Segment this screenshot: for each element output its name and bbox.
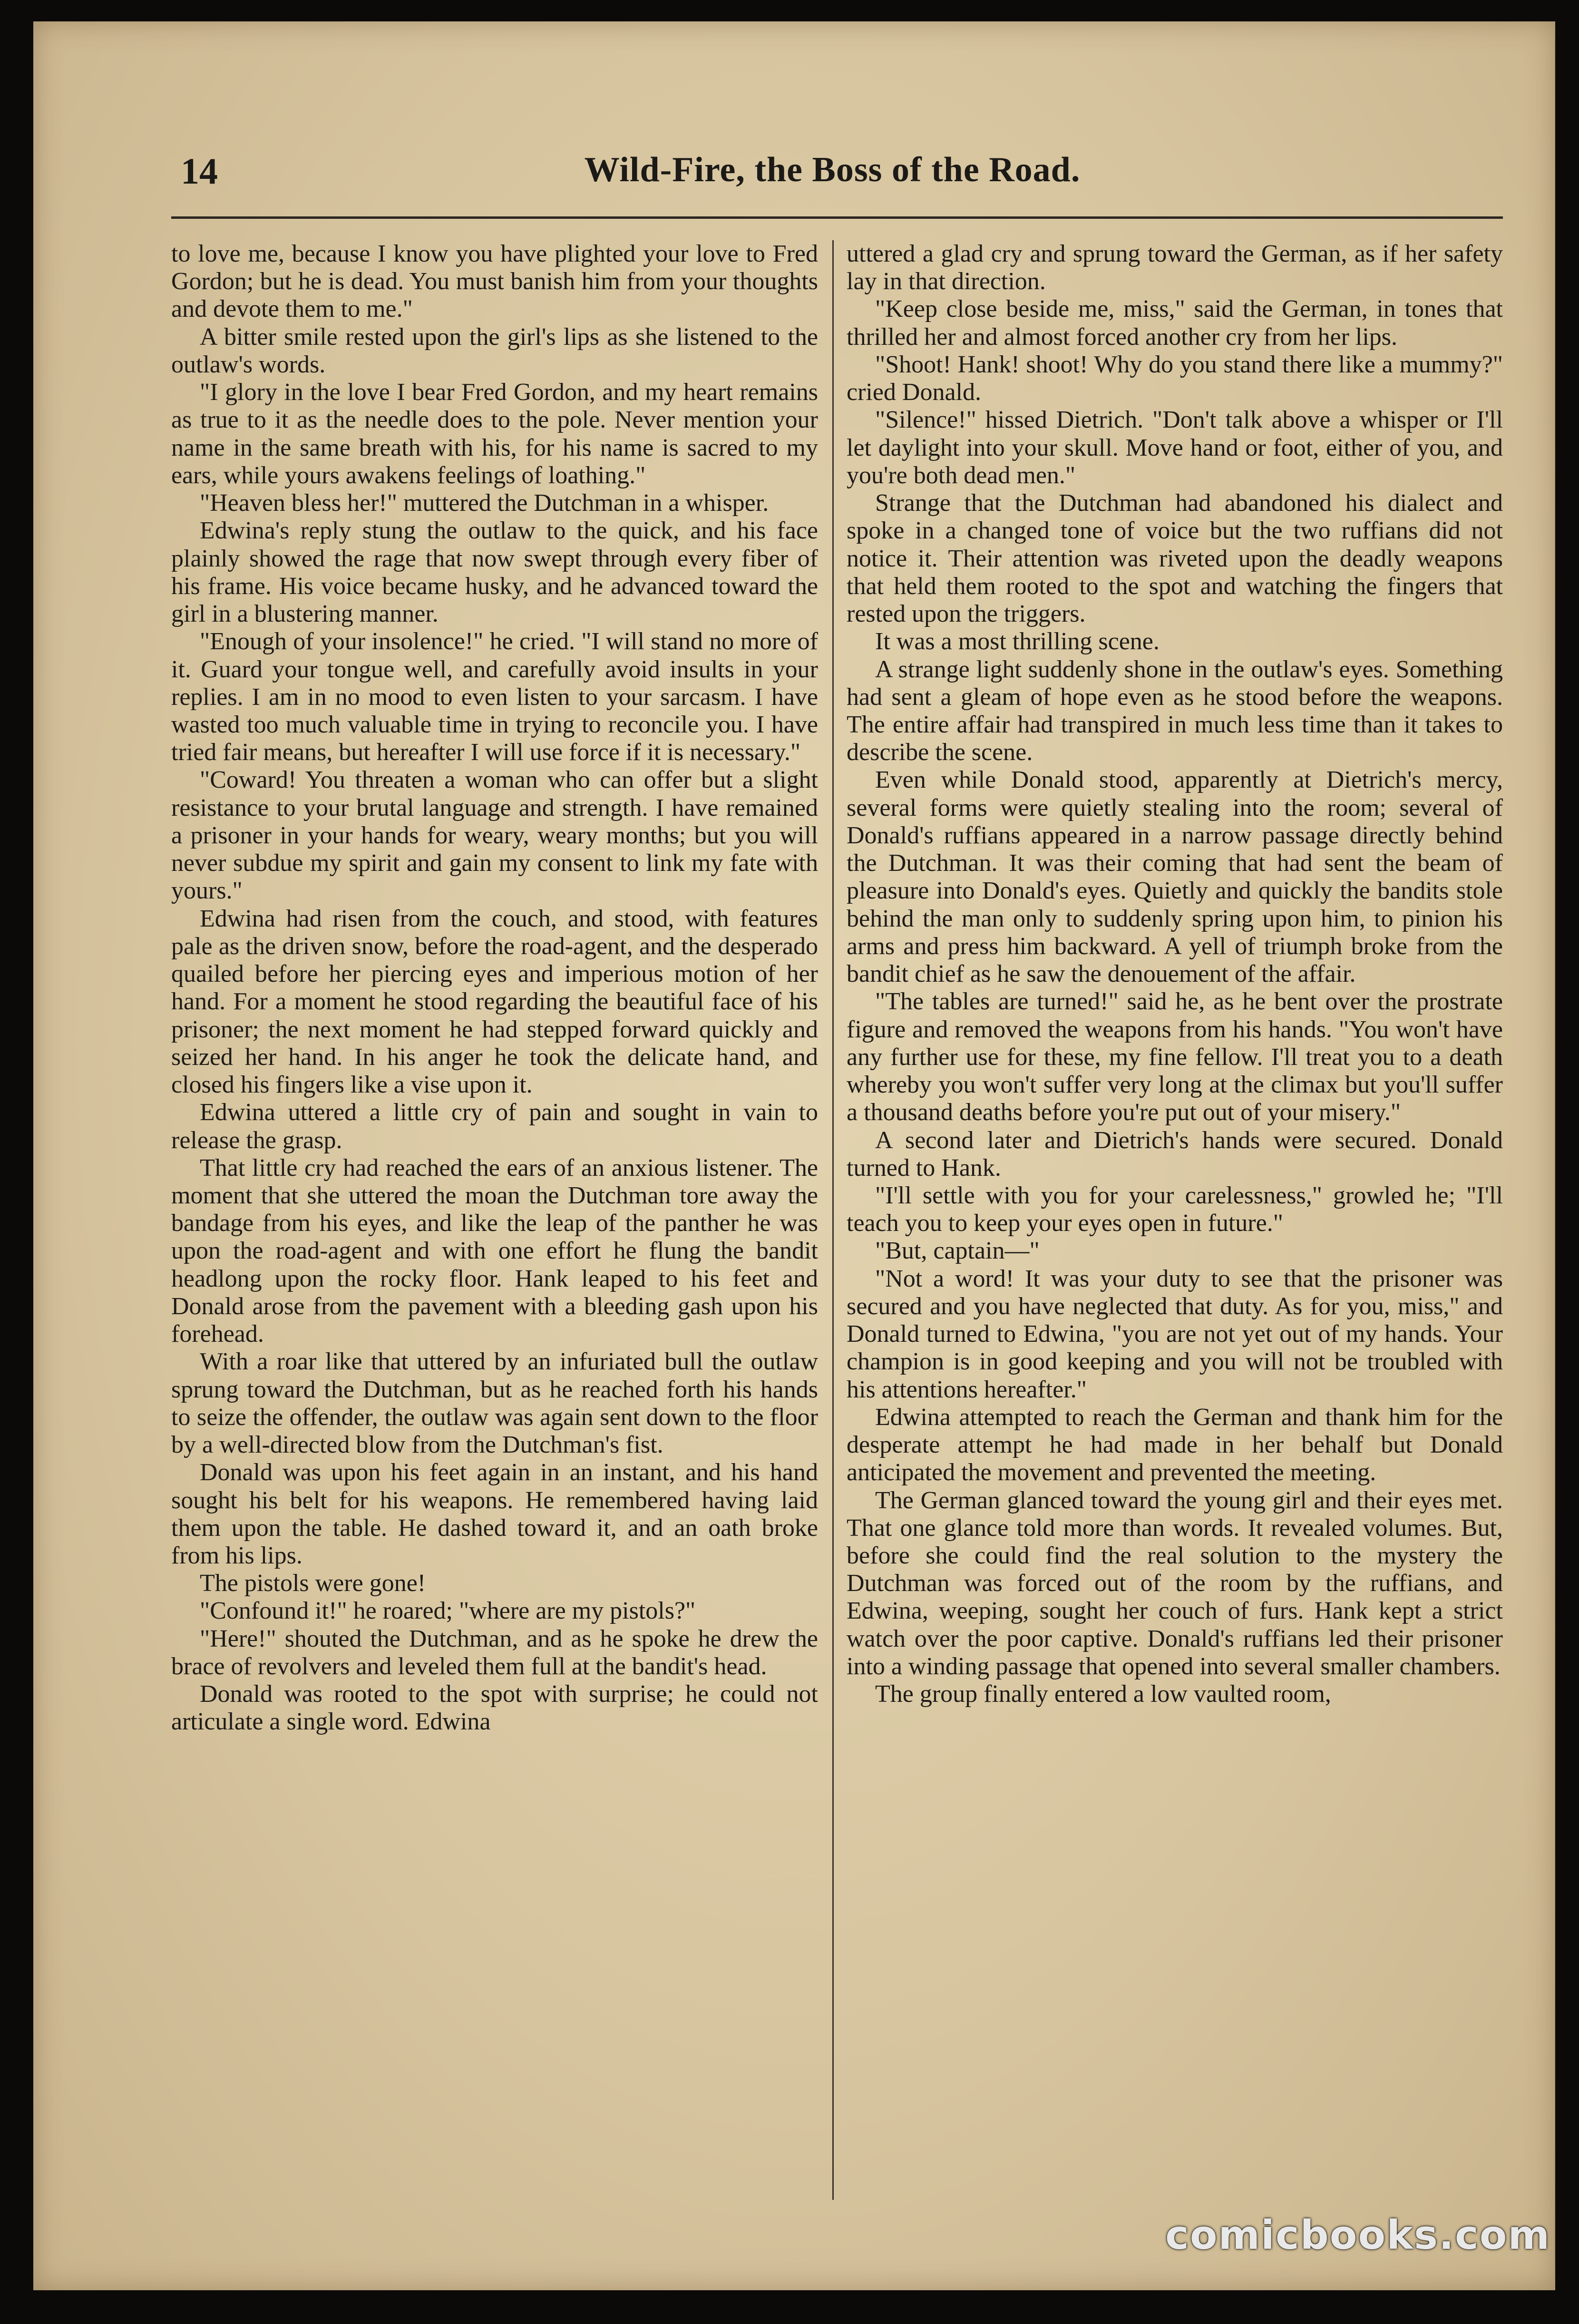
paragraph: uttered a glad cry and sprung toward the German, as if her safety lay in that direction. [847, 240, 1503, 295]
paragraph: The pistols were gone! [200, 1570, 426, 1597]
running-header [143, 150, 1522, 202]
paragraph: A strange light suddenly shone in the outlaw's eyes. Something had sent a gleam of hope even as he stood before the weapons. The entire affair had transpired in much less time than it takes to describe the scene. [847, 655, 1503, 766]
paragraph: "Shoot! Hank! shoot! Why do you stand there like a mummy?" cried Donald. [847, 351, 1503, 406]
left-column [171, 240, 818, 2190]
paragraph: "Here!" shouted the Dutchman, and as he spoke he drew the brace of revolvers and leveled them full at the bandit's head. [171, 1625, 818, 1680]
running-title: Wild-Fire, the Boss of the Road. [584, 150, 1081, 189]
paragraph: A bitter smile rested upon the girl's lips as she listened to the outlaw's words. [171, 323, 818, 378]
paragraph: A second later and Dietrich's hands were secured. Donald turned to Hank. [847, 1126, 1503, 1182]
paragraph: The German glanced toward the young girl and their eyes met. That one glance told more than words. It revealed volumes. But, before she could find the real solution to the mystery the Dutchman was forced out of the room by the ruffians, and Edwina, weeping, sought her couch of furs. Hank kept a strict watch over the poor captive. Donald's ruffians led their prisoner into a winding passage that opened into several smaller chambers. [847, 1486, 1503, 1680]
paragraph: "Silence!" hissed Dietrich. "Don't talk above a whisper or I'll let daylight into your skull. Move hand or foot, either of you, and you're both dead men." [847, 406, 1503, 489]
paragraph: "The tables are turned!" said he, as he bent over the prostrate figure and removed the weapons from his hands. "You won't have any further use for these, my fine fellow. I'll treat you to a death whereby you won't suffer very long at the climax but you'll suffer a thousand deaths before you're put out of your misery." [847, 988, 1503, 1126]
paragraph: Donald was upon his feet again in an instant, and his hand sought his belt for his weapons. He remembered having laid them upon the table. He dashed toward it, and an oath broke from his lips. [171, 1459, 818, 1570]
paragraph: It was a most thrilling scene. [875, 628, 1160, 655]
paragraph: Edwina had risen from the couch, and stood, with features pale as the driven snow, before the road-agent, and the desperado quailed before her piercing eyes and imperious motion of her hand. For a moment he stood regarding the beautiful face of his prisoner; the next moment he had stepped forward quickly and seized her hand. In his anger he took the delicate hand, and closed his fingers like a vise upon it. [171, 905, 818, 1099]
paragraph: "Enough of your insolence!" he cried. "I will stand no more of it. Guard your tongue well, and carefully avoid insults in your replies. I am in no mood to even listen to your sarcasm. I have wasted too much valuable time in trying to reconcile you. I have tried fair means, but hereafter I will use force if it is necessary." [171, 628, 818, 766]
paragraph: "Coward! You threaten a woman who can offer but a slight resistance to your brutal language and strength. I have remained a prisoner in your hands for weary, weary months; but you will never subdue my spirit and gain my consent to link my fate with yours." [171, 766, 818, 905]
paragraph: Edwina's reply stung the outlaw to the quick, and his face plainly showed the rage that now swept through every fiber of his frame. His voice became husky, and he advanced toward the girl in a blustering manner. [171, 517, 818, 628]
page-spine-edge [1554, 21, 1555, 2290]
paragraph: "Heaven bless her!" muttered the Dutchman in a whisper. [200, 489, 769, 517]
magazine-page [33, 21, 1555, 2290]
paragraph: That little cry had reached the ears of an anxious listener. The moment that she uttered the moan the Dutchman tore away the bandage from his eyes, and like the leap of the panther he was upon the road-agent and with one effort he flung the bandit headlong upon the rocky floor. Hank leaped to his feet and Donald arose from the pavement with a bleeding gash upon his forehead. [171, 1154, 818, 1348]
paragraph: "Keep close beside me, miss," said the German, in tones that thrilled her and almost forced another cry from her lips. [847, 295, 1503, 351]
paragraph: "I'll settle with you for your carelessness," growled he; "I'll teach you to keep your eyes open in future." [847, 1182, 1503, 1237]
paragraph: Strange that the Dutchman had abandoned his dialect and spoke in a changed tone of voice but the two ruffians did not notice it. Their attention was riveted upon the deadly weapons that held them rooted to the spot and watching the fingers that rested upon the triggers. [847, 489, 1503, 628]
paragraph: The group finally entered a low vaulted room, [875, 1680, 1331, 1708]
paragraph: to love me, because I know you have plighted your love to Fred Gordon; but he is dead. You must banish him from your thoughts and devote them to me." [171, 240, 818, 323]
paragraph: Edwina uttered a little cry of pain and sought in vain to release the grasp. [171, 1099, 818, 1154]
paragraph: "Not a word! It was your duty to see that the prisoner was secured and you have neglected that duty. As for you, miss," and Donald turned to Edwina, "you are not yet out of my hands. Your champion is in good keeping and you will not be troubled with his attentions hereafter." [847, 1265, 1503, 1403]
paragraph: Donald was rooted to the spot with surprise; he could not articulate a single word. Edwina [171, 1680, 818, 1736]
watermark: comicbooks.com [1165, 2212, 1550, 2258]
header-rule [171, 216, 1503, 219]
column-divider [832, 240, 834, 2200]
paragraph: "But, captain—" [875, 1237, 1040, 1265]
page-number: 14 [181, 150, 218, 192]
paragraph: Edwina attempted to reach the German and thank him for the desperate attempt he had made in her behalf but Donald anticipated the movement and prevented the meeting. [847, 1403, 1503, 1486]
right-column [847, 240, 1503, 2190]
paragraph: With a roar like that uttered by an infuriated bull the outlaw sprung toward the Dutchman, but as he reached forth his hands to seize the offender, the outlaw was again sent down to the floor by a well-directed blow from the Dutchman's fist. [171, 1348, 818, 1459]
paragraph: "I glory in the love I bear Fred Gordon, and my heart remains as true to it as the needle does to the pole. Never mention your name in the same breath with his, for his name is sacred to my ears, while yours awakens feelings of loathing." [171, 379, 818, 489]
paragraph: "Confound it!" he roared; "where are my pistols?" [200, 1597, 696, 1625]
paragraph: Even while Donald stood, apparently at Dietrich's mercy, several forms were quietly stealing into the room; several of Donald's ruffians appeared in a narrow passage directly behind the Dutchman. It was their coming that had sent the beam of pleasure into Donald's eyes. Quietly and quickly the bandits stole behind the man only to suddenly spring upon him, to pinion his arms and press him backward. A yell of triumph broke from the bandit chief as he saw the denouement of the affair. [847, 766, 1503, 988]
